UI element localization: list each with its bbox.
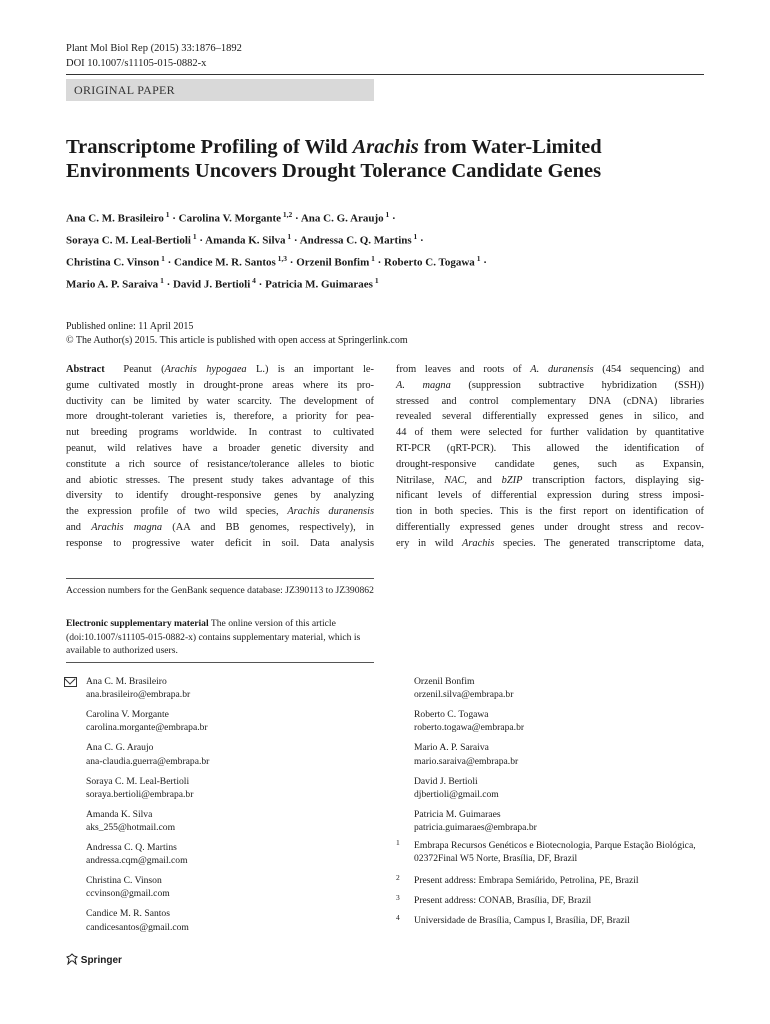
affiliation bbox=[396, 873, 699, 887]
contact-name: Roberto C. Togawa bbox=[414, 709, 489, 721]
author-affiliation-mark: 1,3 bbox=[275, 254, 288, 264]
affiliation-number: 3 bbox=[396, 893, 400, 902]
abstract-line: revealed several differentially expressed genes in silico, and bbox=[396, 411, 704, 423]
abstract-line: and abiotic stresses. The present study takes advantage of this bbox=[66, 474, 374, 486]
abstract-left-column bbox=[66, 362, 374, 552]
author-contact bbox=[414, 808, 537, 834]
springer-horse-logo bbox=[66, 953, 78, 965]
affiliation bbox=[396, 913, 699, 927]
contact-name: Carolina V. Morgante bbox=[86, 709, 169, 721]
author-contact bbox=[86, 708, 208, 734]
publisher-name: Springer bbox=[80, 955, 122, 966]
author-affiliation-mark: 1 bbox=[383, 210, 390, 219]
abstract-line: constitute a rich source of resistance/tolerance alleles to biotic bbox=[66, 458, 374, 470]
author-name: Christina C. Vinson bbox=[66, 256, 160, 269]
footnote-rule-2 bbox=[66, 662, 374, 663]
abstract-line: response to progressive water deficit in soil. Data analysis bbox=[66, 537, 374, 549]
author-name: Andressa C. Q. Martins bbox=[299, 234, 412, 247]
copyright-line: © The Author(s) 2015. This article is published with open access at Springerlink.com bbox=[66, 334, 408, 346]
author-contact bbox=[414, 741, 518, 767]
author-name: David J. Bertioli bbox=[172, 279, 251, 292]
contact-name: Mario A. P. Saraiva bbox=[414, 742, 489, 754]
contact-name: Soraya C. M. Leal-Bertioli bbox=[86, 775, 190, 787]
abstract-line: from leaves and roots of A. duranensis (454 sequencing) and bbox=[396, 364, 705, 375]
contact-email[interactable]: andressa.cqm@gmail.com bbox=[86, 855, 188, 867]
contact-name: Ana C. G. Araujo bbox=[86, 742, 154, 754]
abstract-line: A. magna (suppression subtractive hybridization (SSH)) bbox=[396, 379, 704, 391]
author-affiliation-mark: 4 bbox=[250, 276, 256, 286]
abstract-line: RT-PCR (qRT-PCR). This allowed the identification of bbox=[396, 442, 704, 454]
contact-name: Andressa C. Q. Martins bbox=[86, 842, 177, 853]
abstract-line: tion in both species. This is the first report on identification of bbox=[396, 506, 704, 518]
affiliation-text: Embrapa Recursos Genéticos e Biotecnologia, Parque Estação Biológica, 02372Final W5 Norte, Brasília, DF, Brazil bbox=[414, 840, 696, 865]
abstract-right-column bbox=[396, 362, 704, 552]
publisher-logo bbox=[66, 953, 122, 966]
author-affiliation-mark: 1 bbox=[285, 232, 292, 242]
contact-email[interactable]: ana-claudia.guerra@embrapa.br bbox=[86, 755, 210, 767]
author-affiliation-mark: 1 bbox=[411, 232, 418, 242]
contact-name: Amanda K. Silva bbox=[86, 808, 153, 820]
contact-name: Orzenil Bonfim bbox=[414, 676, 475, 687]
publication-info bbox=[66, 320, 408, 347]
author-list: Ana C. M. Brasileiro $^1$ · Carolina V. Morgante $^{1,2}$ · Ana C. G. Araujo $^1$ · Soraya C. M. Leal-Bertioli $^1$ · Amanda K. Silva $^1$ · Andressa C. Q. Martins $^1$ · Christina C. Vinson $^1$ · Candice M. R. Santos $^{1,3}$ · Orzenil Bonfim $^1$ · Roberto C. Togawa $^1$ · Mario A. P. Saraiva $^1$ · David J. Bertioli $^4$ · Patricia M. Guimaraes $^1$ bbox=[66, 210, 487, 292]
author-name: Carolina V. Morgante bbox=[178, 212, 282, 225]
author-name: Mario A. P. Saraiva bbox=[66, 279, 159, 292]
author-affiliation-mark: 1 bbox=[159, 254, 165, 264]
contact-name: Patricia M. Guimaraes bbox=[414, 808, 501, 820]
author-contact bbox=[414, 708, 524, 734]
author-affiliation-mark: 1 bbox=[372, 276, 379, 286]
contact-email[interactable]: roberto.togawa@embrapa.br bbox=[414, 722, 525, 734]
author-contact bbox=[414, 675, 513, 701]
contact-email[interactable]: candicesantos@gmail.com bbox=[86, 921, 189, 933]
abstract-line: ductivity can be limited by water scarcity. The development of bbox=[66, 395, 374, 407]
contact-email[interactable]: carolina.morgante@embrapa.br bbox=[86, 722, 208, 734]
affiliation-text: Present address: CONAB, Brasília, DF, Brazil bbox=[414, 895, 592, 906]
author-name: Candice M. R. Santos bbox=[174, 256, 276, 269]
affiliation-number: 4 bbox=[396, 913, 400, 922]
author-affiliation-mark: 1 bbox=[163, 210, 170, 219]
contact-name: Christina C. Vinson bbox=[86, 875, 162, 887]
article-type-label: ORIGINAL PAPER bbox=[74, 83, 175, 97]
contact-email[interactable]: aks_255@hotmail.com bbox=[86, 822, 176, 833]
footnote-rule bbox=[66, 578, 374, 579]
contact-email[interactable]: ana.brasileiro@embrapa.br bbox=[86, 689, 191, 701]
doi: DOI 10.1007/s11105-015-0882-x bbox=[66, 57, 207, 69]
affiliation-number: 2 bbox=[396, 873, 400, 882]
author-affiliation-mark: 1 bbox=[369, 254, 375, 264]
author-name: Ana C. G. Araujo bbox=[300, 212, 384, 225]
contact-email[interactable]: djbertioli@gmail.com bbox=[414, 788, 499, 800]
abstract-line: drought-responsive candidate genes, such as Expansin, bbox=[396, 458, 704, 470]
abstract-line: diversity to identify drought-responsive genes by analyzing bbox=[66, 490, 374, 502]
author-contact bbox=[414, 775, 499, 801]
author-name: Ana C. M. Brasileiro bbox=[66, 212, 164, 225]
abstract-line: the expression profile of two wild species, Arachis duranensis bbox=[66, 506, 374, 518]
journal-citation: Plant Mol Biol Rep (2015) 33:1876–1892 bbox=[66, 43, 242, 54]
contact-email[interactable]: orzenil.silva@embrapa.br bbox=[414, 689, 514, 701]
author-name: Soraya C. M. Leal-Bertioli bbox=[66, 234, 191, 247]
affiliation-text: Present address: Embrapa Semiárido, Petrolina, PE, Brazil bbox=[414, 875, 639, 886]
contact-name: Ana C. M. Brasileiro bbox=[86, 676, 167, 687]
contact-email[interactable]: mario.saraiva@embrapa.br bbox=[414, 755, 519, 767]
abstract-line: and Arachis magna (AA and BB genomes, respectively), in bbox=[66, 521, 374, 533]
abstract-label: Abstract bbox=[66, 364, 105, 375]
abstract-line: more drought-tolerant varieties is, therefore, a priority for pea- bbox=[66, 411, 374, 423]
author-affiliation-mark: 1,2 bbox=[281, 210, 293, 219]
published-date: Published online: 11 April 2015 bbox=[66, 321, 194, 332]
affiliation-text: Universidade de Brasília, Campus I, Brasília, DF, Brazil bbox=[414, 915, 630, 926]
abstract-line: ery in wild Arachis species. The generated transcriptome data, bbox=[396, 537, 704, 549]
contact-email[interactable]: ccvinson@gmail.com bbox=[86, 888, 170, 900]
abstract-line: stressed and control complementary DNA (cDNA) libraries bbox=[396, 395, 704, 407]
abstract-line: peanut, wild relatives have a broader genetic diversity and bbox=[66, 442, 374, 454]
contact-email[interactable]: soraya.bertioli@embrapa.br bbox=[86, 788, 194, 800]
abstract-line: 44 of them were selected for further validation by quantitative bbox=[396, 427, 704, 439]
abstract-line: gume cultivated mostly in drought-prone areas where its pro- bbox=[66, 379, 374, 391]
abstract-line: nificant levels of differential expression during stress imposi- bbox=[396, 490, 704, 502]
affiliation bbox=[396, 893, 699, 907]
contact-email[interactable]: patricia.guimaraes@embrapa.br bbox=[414, 822, 537, 833]
envelope-icon bbox=[64, 677, 77, 687]
author-contact bbox=[86, 808, 175, 834]
author-name: Amanda K. Silva bbox=[205, 234, 286, 247]
abstract-line: nut breeding programs worldwide. In contrast to cultivated bbox=[66, 427, 374, 439]
accession-note: Accession numbers for the GenBank sequence database: JZ390113 to JZ390862 bbox=[66, 585, 374, 596]
author-contact bbox=[86, 841, 188, 867]
abstract-line: differentially expressed genes under drought stress and recov- bbox=[396, 521, 704, 533]
author-name: Patricia M. Guimaraes bbox=[265, 279, 373, 292]
author-contact bbox=[86, 741, 209, 767]
author-name: Roberto C. Togawa bbox=[384, 256, 475, 269]
author-contact bbox=[86, 907, 189, 933]
author-affiliation-mark: 1 bbox=[158, 276, 164, 286]
affiliation bbox=[396, 838, 699, 865]
author-contact bbox=[86, 874, 170, 900]
article-title: Transcriptome Profiling of Wild Arachis from Water-Limited Environments Uncovers Drought Tolerance Candidate Genes bbox=[66, 136, 602, 182]
article-type-badge bbox=[66, 79, 374, 101]
author-affiliation-mark: 1 bbox=[474, 254, 481, 264]
author-name: Orzenil Bonfim bbox=[296, 256, 370, 269]
author-contact bbox=[86, 775, 193, 801]
journal-header bbox=[66, 42, 242, 71]
supplementary-note: Electronic supplementary material The online version of this article (doi:10.1007/s11105-015-0882-x) contains supplementary material, which is available to authorized users. bbox=[66, 618, 361, 656]
header-rule bbox=[66, 74, 704, 75]
contact-name: Candice M. R. Santos bbox=[86, 908, 170, 920]
abstract-line: Abstract Peanut (Arachis hypogaea L.) is an important le- bbox=[66, 364, 374, 375]
author-affiliation-mark: 1 bbox=[190, 232, 197, 242]
contact-name: David J. Bertioli bbox=[414, 775, 478, 787]
author-contact bbox=[86, 675, 190, 701]
affiliation-number: 1 bbox=[396, 838, 400, 847]
abstract-line: Nitrilase, NAC, and bZIP transcription factors, displaying sig- bbox=[396, 474, 705, 486]
